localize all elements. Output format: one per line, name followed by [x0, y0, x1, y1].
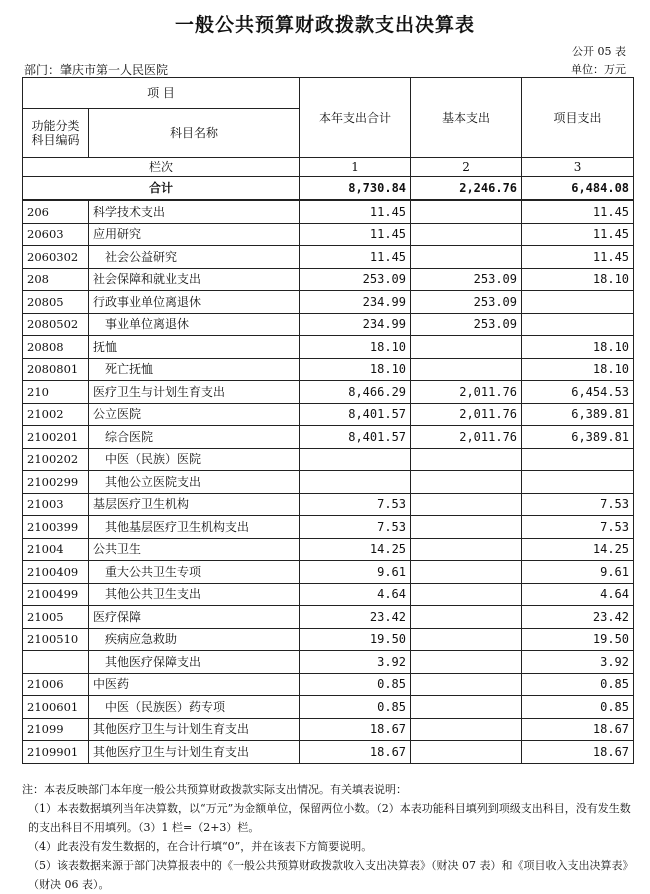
row-name: 综合医院	[89, 426, 300, 449]
row-total: 234.99	[300, 291, 411, 314]
row-name: 中医（民族）医院	[89, 448, 300, 471]
row-basic	[411, 628, 522, 651]
row-code: 21005	[23, 606, 89, 629]
row-basic	[411, 493, 522, 516]
row-code: 210	[23, 381, 89, 404]
row-project: 4.64	[522, 583, 634, 606]
row-total: 18.67	[300, 718, 411, 741]
table-row	[23, 358, 634, 381]
note-line: （5）该表数据来源于部门决算报表中的《一般公共预算财政拨款收入支出决算表》（财决 07 表）和《项目收入支出决算表》（财决 06 表）。	[28, 859, 634, 891]
row-code: 2100601	[23, 696, 89, 719]
row-project: 6,454.53	[522, 381, 634, 404]
row-name: 医疗保障	[89, 606, 300, 629]
row-total: 11.45	[300, 246, 411, 269]
row-name: 其他医疗卫生与计划生育支出	[89, 741, 300, 764]
table-row	[23, 471, 634, 494]
row-code: 2100499	[23, 583, 89, 606]
row-code: 2100299	[23, 471, 89, 494]
row-basic	[411, 673, 522, 696]
row-project: 0.85	[522, 696, 634, 719]
row-project: 11.45	[522, 200, 634, 223]
row-name: 应用研究	[89, 223, 300, 246]
row-basic	[411, 516, 522, 539]
row-code: 21099	[23, 718, 89, 741]
header-col-index: 栏次	[23, 158, 300, 177]
table-row	[23, 268, 634, 291]
row-code: 208	[23, 268, 89, 291]
row-name: 基层医疗卫生机构	[89, 493, 300, 516]
row-name: 其他公共卫生支出	[89, 583, 300, 606]
row-project: 18.10	[522, 336, 634, 359]
row-basic	[411, 718, 522, 741]
table-row	[23, 426, 634, 449]
header-idx-1: 1	[300, 158, 411, 177]
row-code: 20603	[23, 223, 89, 246]
form-number: 公开 05 表	[572, 45, 626, 58]
row-name: 死亡抚恤	[89, 358, 300, 381]
row-basic: 253.09	[411, 268, 522, 291]
row-code: 2100510	[23, 628, 89, 651]
table-row	[23, 696, 634, 719]
row-basic	[411, 696, 522, 719]
row-total: 11.45	[300, 200, 411, 223]
row-name: 公立医院	[89, 403, 300, 426]
row-basic: 2,011.76	[411, 403, 522, 426]
row-name: 社会保障和就业支出	[89, 268, 300, 291]
row-code: 2109901	[23, 741, 89, 764]
table-row	[23, 200, 634, 223]
total-label: 合计	[23, 177, 300, 201]
row-total: 19.50	[300, 628, 411, 651]
row-code: 20808	[23, 336, 89, 359]
row-project: 18.67	[522, 718, 634, 741]
total-project: 6,484.08	[522, 177, 634, 201]
row-basic	[411, 583, 522, 606]
row-project: 9.61	[522, 561, 634, 584]
row-total: 18.67	[300, 741, 411, 764]
table-row	[23, 493, 634, 516]
row-project: 7.53	[522, 493, 634, 516]
row-project: 6,389.81	[522, 426, 634, 449]
row-project: 6,389.81	[522, 403, 634, 426]
table-row	[23, 673, 634, 696]
row-code: 21004	[23, 538, 89, 561]
row-code: 2080801	[23, 358, 89, 381]
row-basic	[411, 358, 522, 381]
total-sum: 8,730.84	[300, 177, 411, 201]
row-total: 0.85	[300, 696, 411, 719]
department-label: 部门：肇庆市第一人民医院	[24, 63, 169, 77]
row-name: 中医（民族医）药专项	[89, 696, 300, 719]
row-project: 11.45	[522, 223, 634, 246]
row-total: 9.61	[300, 561, 411, 584]
row-project	[522, 448, 634, 471]
header-idx-3: 3	[522, 158, 634, 177]
table-row	[23, 718, 634, 741]
row-total: 3.92	[300, 651, 411, 674]
row-project	[522, 291, 634, 314]
row-basic: 2,011.76	[411, 426, 522, 449]
row-basic	[411, 246, 522, 269]
row-project: 23.42	[522, 606, 634, 629]
row-total: 253.09	[300, 268, 411, 291]
row-project: 19.50	[522, 628, 634, 651]
table-row	[23, 538, 634, 561]
row-name: 疾病应急救助	[89, 628, 300, 651]
table-row	[23, 336, 634, 359]
row-basic	[411, 606, 522, 629]
row-code: 2100399	[23, 516, 89, 539]
row-code: 20805	[23, 291, 89, 314]
report-title: 一般公共预算财政拨款支出决算表	[174, 14, 475, 36]
row-basic: 253.09	[411, 291, 522, 314]
row-basic	[411, 448, 522, 471]
row-code: 2100409	[23, 561, 89, 584]
row-name: 其他基层医疗卫生机构支出	[89, 516, 300, 539]
table-row	[23, 583, 634, 606]
header-basic: 基本支出	[411, 78, 522, 158]
row-total: 8,401.57	[300, 426, 411, 449]
row-name: 社会公益研究	[89, 246, 300, 269]
note-line: 注：本表反映部门本年度一般公共预算财政拨款实际支出情况。有关填表说明：	[22, 783, 407, 796]
row-code: 21006	[23, 673, 89, 696]
row-total	[300, 471, 411, 494]
table-row	[23, 381, 634, 404]
total-row	[23, 177, 634, 201]
header-project: 项目支出	[522, 78, 634, 158]
row-basic	[411, 538, 522, 561]
row-project: 7.53	[522, 516, 634, 539]
row-name: 事业单位离退休	[89, 313, 300, 336]
row-project	[522, 471, 634, 494]
row-project: 11.45	[522, 246, 634, 269]
row-code: 21002	[23, 403, 89, 426]
header-idx-2: 2	[411, 158, 522, 177]
note-line: （1）本表数据填列当年决算数，以“万元”为金额单位，保留两位小数。（2）本表功能科目填列到项级支出科目，没有发生数的支出科目不用填列。（3）1 栏=（2+3）栏。	[28, 802, 631, 834]
row-name: 行政事业单位离退休	[89, 291, 300, 314]
row-basic	[411, 741, 522, 764]
row-project: 0.85	[522, 673, 634, 696]
table-row	[23, 246, 634, 269]
table-row	[23, 516, 634, 539]
table-row	[23, 628, 634, 651]
row-basic	[411, 561, 522, 584]
row-code: 21003	[23, 493, 89, 516]
table-row	[23, 291, 634, 314]
header-item: 项 目	[23, 78, 300, 109]
row-name: 科学技术支出	[89, 200, 300, 223]
row-name: 医疗卫生与计划生育支出	[89, 381, 300, 404]
table-row	[23, 448, 634, 471]
row-name: 抚恤	[89, 336, 300, 359]
row-total: 11.45	[300, 223, 411, 246]
note-line: （4）此表没有发生数据的，在合计行填“0”，并在该表下方简要说明。	[28, 840, 373, 853]
row-project: 3.92	[522, 651, 634, 674]
row-name: 中医药	[89, 673, 300, 696]
row-code: 2100202	[23, 448, 89, 471]
notes-section	[22, 780, 634, 894]
table-row	[23, 313, 634, 336]
row-name: 公共卫生	[89, 538, 300, 561]
header-row-index	[23, 158, 634, 177]
table-row	[23, 741, 634, 764]
row-basic	[411, 200, 522, 223]
table-row	[23, 223, 634, 246]
row-project	[522, 313, 634, 336]
row-name: 其他医疗保障支出	[89, 651, 300, 674]
row-total: 8,401.57	[300, 403, 411, 426]
row-basic	[411, 471, 522, 494]
row-name: 其他医疗卫生与计划生育支出	[89, 718, 300, 741]
row-project: 18.67	[522, 741, 634, 764]
row-total: 7.53	[300, 516, 411, 539]
row-code: 206	[23, 200, 89, 223]
row-total: 18.10	[300, 358, 411, 381]
expenditure-table	[22, 77, 634, 764]
row-code: 2100201	[23, 426, 89, 449]
total-basic: 2,246.76	[411, 177, 522, 201]
table-row	[23, 651, 634, 674]
row-total: 0.85	[300, 673, 411, 696]
header-row-item	[23, 78, 634, 109]
row-name: 其他公立医院支出	[89, 471, 300, 494]
header-code: 功能分类科目编码	[23, 109, 89, 158]
table-row	[23, 561, 634, 584]
row-name: 重大公共卫生专项	[89, 561, 300, 584]
header-total: 本年支出合计	[300, 78, 411, 158]
row-total: 4.64	[300, 583, 411, 606]
row-basic	[411, 651, 522, 674]
row-total: 14.25	[300, 538, 411, 561]
row-code: 2060302	[23, 246, 89, 269]
unit-label: 单位：万元	[571, 63, 626, 76]
row-total	[300, 448, 411, 471]
row-project: 14.25	[522, 538, 634, 561]
table-row	[23, 606, 634, 629]
row-total: 7.53	[300, 493, 411, 516]
row-project: 18.10	[522, 358, 634, 381]
row-total: 18.10	[300, 336, 411, 359]
row-basic: 2,011.76	[411, 381, 522, 404]
row-basic	[411, 336, 522, 359]
row-total: 23.42	[300, 606, 411, 629]
row-project: 18.10	[522, 268, 634, 291]
row-total: 234.99	[300, 313, 411, 336]
table-row	[23, 403, 634, 426]
header-name: 科目名称	[89, 109, 300, 158]
row-basic	[411, 223, 522, 246]
row-total: 8,466.29	[300, 381, 411, 404]
row-code: 2080502	[23, 313, 89, 336]
row-basic: 253.09	[411, 313, 522, 336]
row-code	[23, 651, 89, 674]
